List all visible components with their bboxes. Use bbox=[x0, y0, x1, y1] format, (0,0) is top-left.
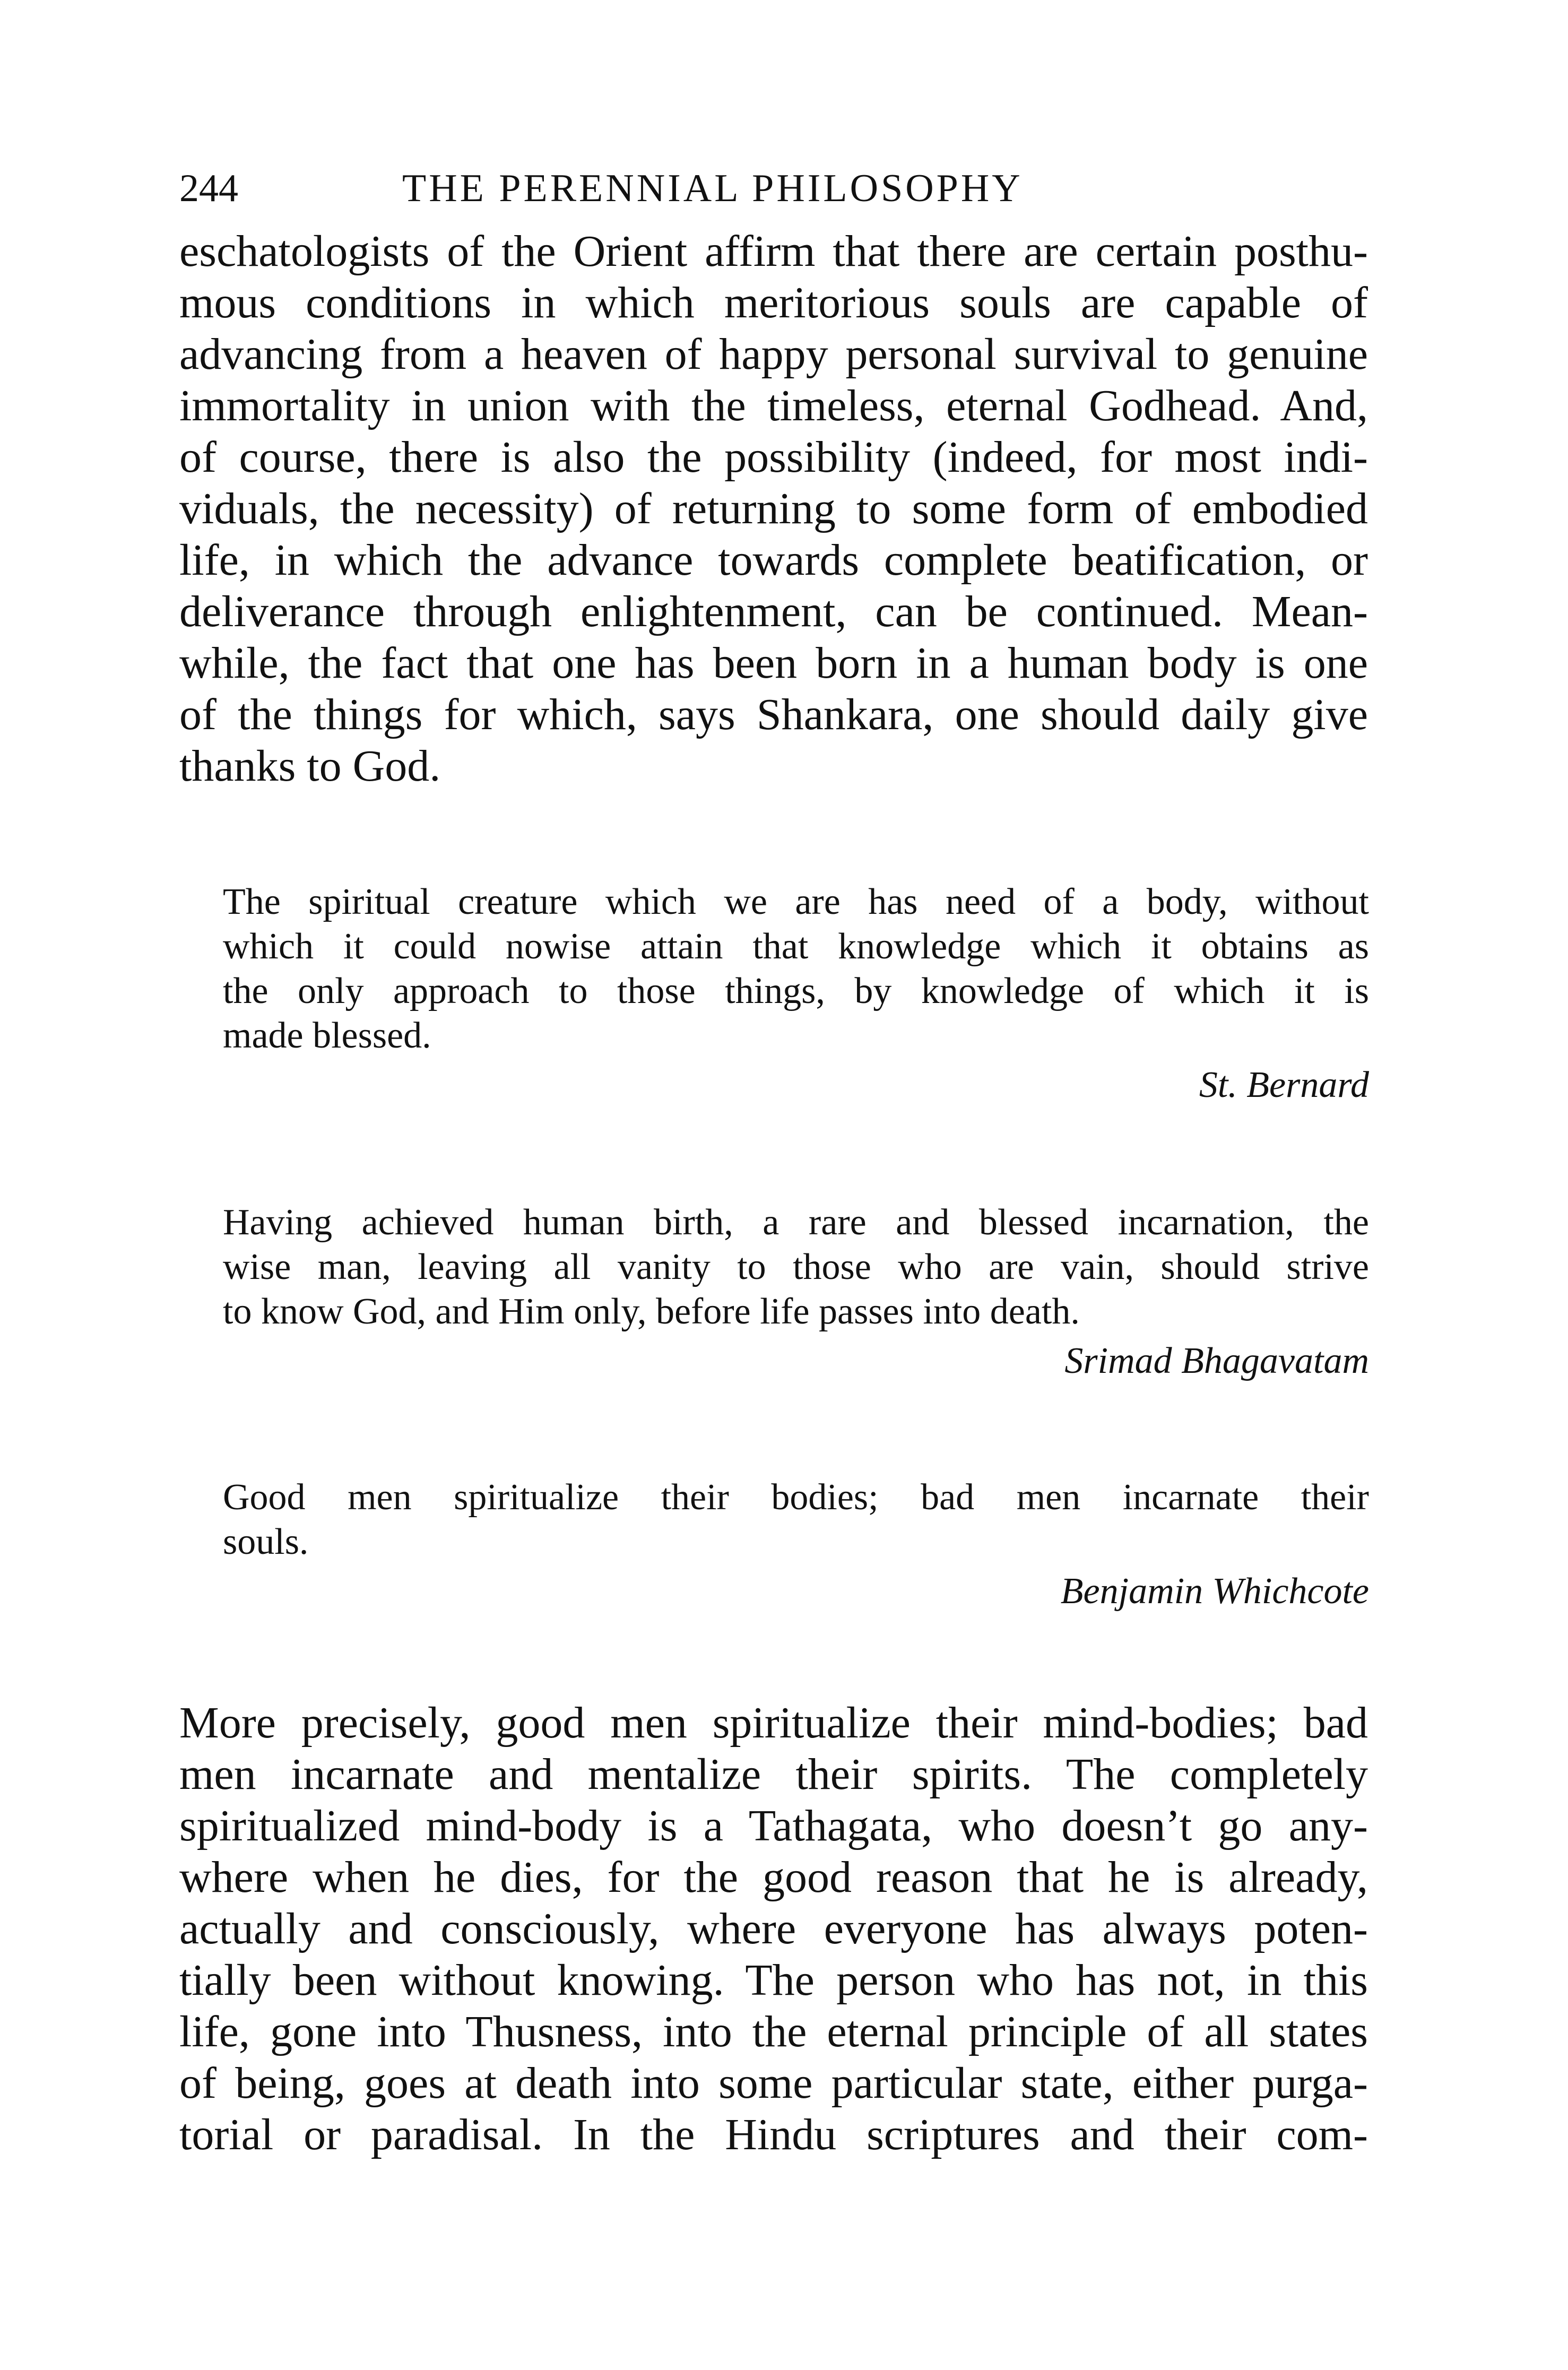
quote-line: made blessed. bbox=[223, 1015, 431, 1056]
quote-srimad-bhagavatam bbox=[223, 1200, 1369, 1385]
quote-line: The spiritual creature which we are has need of a body, without bbox=[223, 881, 1369, 922]
quote-line: wise man, leaving all vanity to those who are vain, should strive bbox=[223, 1247, 1369, 1287]
text-line: viduals, the necessity) of returning to some form of embodied bbox=[179, 484, 1368, 533]
text-line: eschatologists of the Orient affirm that there are certain posthu- bbox=[179, 227, 1368, 276]
text-line: More precisely, good men spiritualize their mind-bodies; bad bbox=[179, 1698, 1368, 1748]
page-number: 244 bbox=[179, 167, 238, 210]
text-line: of course, there is also the possibility (indeed, for most indi- bbox=[179, 433, 1368, 482]
text-line: tially been without knowing. The person who has not, in this bbox=[179, 1956, 1368, 2005]
text-line: life, in which the advance towards complete beatification, or bbox=[179, 535, 1368, 585]
running-title: THE PERENNIAL PHILOSOPHY bbox=[402, 167, 1023, 210]
quote-line: to know God, and Him only, before life passes into death. bbox=[223, 1291, 1080, 1332]
text-line: thanks to God. bbox=[179, 741, 441, 791]
quote-line: which it could nowise attain that knowledge which it obtains as bbox=[223, 926, 1369, 967]
quote-line: the only approach to those things, by knowledge of which it is bbox=[223, 971, 1369, 1011]
text-line: immortality in union with the timeless, eternal Godhead. And, bbox=[179, 381, 1368, 430]
text-line: men incarnate and mentalize their spirits. The completely bbox=[179, 1750, 1368, 1799]
quote-line: Having achieved human birth, a rare and blessed incarnation, the bbox=[223, 1202, 1369, 1243]
text-line: where when he dies, for the good reason that he is already, bbox=[179, 1853, 1368, 1902]
quote-benjamin-whichcote bbox=[223, 1475, 1369, 1615]
text-line: spiritualized mind-body is a Tathagata, who doesn’t go any- bbox=[179, 1801, 1368, 1850]
text-line: of being, goes at death into some particular state, either purga- bbox=[179, 2058, 1368, 2108]
quote-line: souls. bbox=[223, 1521, 309, 1562]
quote-attribution: Benjamin Whichcote bbox=[1060, 1571, 1369, 1612]
text-line: actually and consciously, where everyone has always poten- bbox=[179, 1904, 1368, 1953]
quote-attribution: St. Bernard bbox=[1199, 1065, 1369, 1105]
text-line: of the things for which, says Shankara, one should daily give bbox=[179, 690, 1368, 739]
text-line: advancing from a heaven of happy personal survival to genuine bbox=[179, 330, 1368, 379]
paragraph-2 bbox=[179, 1697, 1368, 2160]
text-line: mous conditions in which meritorious souls are capable of bbox=[179, 278, 1368, 327]
text-line: deliverance through enlightenment, can be continued. Mean- bbox=[179, 587, 1368, 636]
quote-st-bernard bbox=[223, 880, 1369, 1109]
text-line: while, the fact that one has been born in a human body is one bbox=[179, 638, 1368, 688]
text-line: torial or paradisal. In the Hindu scriptures and their com- bbox=[179, 2110, 1368, 2159]
quote-attribution: Srimad Bhagavatam bbox=[1064, 1340, 1369, 1381]
page-header bbox=[179, 162, 1368, 215]
text-line: life, gone into Thusness, into the eternal principle of all states bbox=[179, 2007, 1368, 2056]
paragraph-1 bbox=[179, 226, 1368, 792]
quote-line: Good men spiritualize their bodies; bad men incarnate their bbox=[223, 1477, 1369, 1518]
